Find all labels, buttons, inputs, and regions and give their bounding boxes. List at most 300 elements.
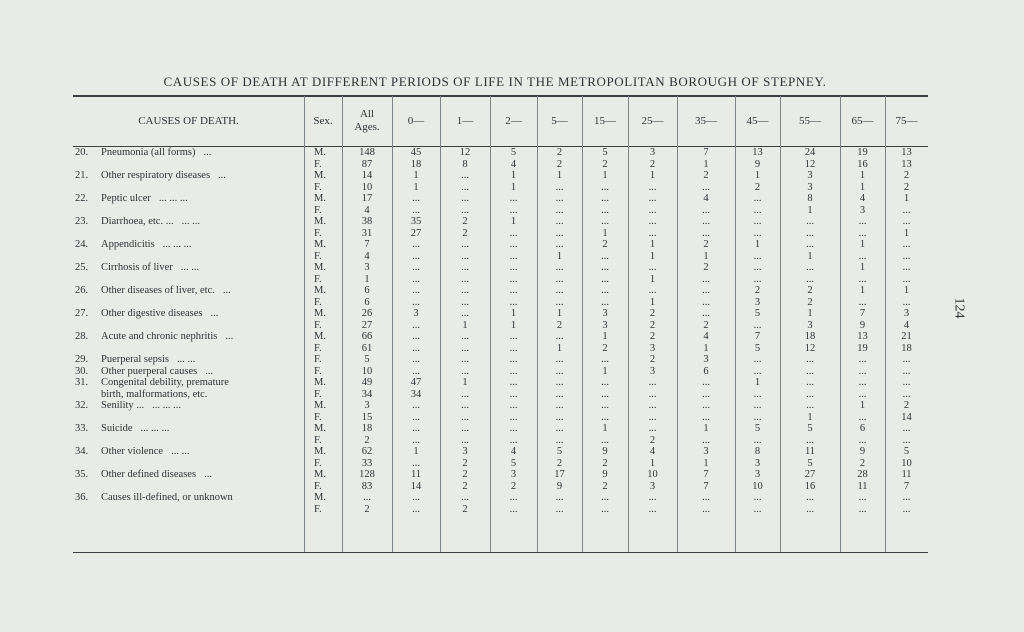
value-cell: ...: [412, 331, 420, 342]
value-cell: ...: [648, 388, 657, 400]
value-cell: ...: [753, 227, 762, 239]
table-row: [73, 274, 928, 286]
table-row: [73, 262, 928, 274]
value-cell: ...: [601, 273, 609, 285]
column-header: 45—: [746, 114, 769, 127]
value-cell: 128: [359, 469, 375, 480]
table-row: [73, 458, 928, 470]
value-cell: ...: [902, 296, 911, 308]
table-row: [73, 182, 928, 194]
value-cell: ...: [509, 354, 518, 365]
value-cell: 10: [752, 480, 763, 492]
value-cell: ...: [509, 331, 518, 342]
value-cell: ...: [806, 365, 814, 377]
cause-label: [75, 193, 285, 205]
cause-name: Senility ...: [101, 400, 145, 411]
value-cell: 1: [462, 319, 468, 331]
value-cell: ...: [753, 193, 762, 204]
value-cell: ...: [601, 411, 609, 423]
value-cell: ...: [412, 273, 420, 285]
value-cell: 13: [857, 331, 868, 342]
value-cell: 2: [602, 158, 608, 170]
value-cell: 10: [647, 469, 658, 480]
value-cell: 47: [410, 377, 422, 388]
value-cell: ...: [702, 388, 710, 400]
value-cell: ...: [648, 193, 657, 204]
cause-label: [75, 446, 285, 458]
column-header: 75—: [895, 114, 918, 127]
value-cell: 3: [649, 365, 656, 377]
value-cell: 2: [649, 158, 656, 170]
value-cell: ...: [461, 492, 469, 503]
leader-dots: ... ... ...: [162, 239, 192, 250]
value-cell: 1: [413, 170, 419, 181]
value-cell: ...: [461, 365, 469, 377]
value-cell: 1: [462, 377, 468, 388]
table-row: [73, 354, 928, 366]
value-cell: ...: [753, 365, 762, 377]
cause-label: [75, 354, 285, 366]
value-cell: ...: [555, 204, 564, 216]
value-cell: 1: [602, 423, 608, 434]
value-cell: 1: [859, 262, 866, 273]
value-cell: ...: [702, 492, 710, 503]
value-cell: ...: [702, 285, 710, 296]
value-cell: 2: [807, 296, 813, 308]
value-cell: 4: [703, 193, 709, 204]
value-cell: ...: [858, 354, 867, 365]
cause-label: [75, 170, 285, 182]
value-cell: 9: [754, 158, 761, 170]
cause-name: Other digestive diseases: [101, 308, 203, 319]
value-cell: 3: [364, 262, 370, 273]
value-cell: 2: [462, 457, 468, 469]
value-cell: 12: [804, 158, 816, 170]
value-cell: 2: [462, 216, 468, 227]
leader-dots: ... ...: [181, 216, 200, 227]
value-cell: ...: [702, 296, 710, 308]
value-cell: ...: [412, 400, 420, 411]
bottom-rule: [73, 552, 928, 553]
value-cell: ...: [902, 216, 911, 227]
value-cell: 2: [649, 319, 656, 331]
value-cell: ...: [461, 388, 469, 400]
value-cell: ...: [461, 331, 469, 342]
cause-label: [75, 308, 285, 320]
value-cell: 1: [807, 308, 813, 319]
value-cell: 66: [361, 331, 373, 342]
value-cell: ...: [753, 388, 762, 400]
cause-name: Acute and chronic nephritis: [101, 331, 218, 342]
value-cell: ...: [858, 377, 867, 388]
value-cell: 15: [361, 411, 373, 423]
value-cell: 2: [903, 400, 910, 411]
value-cell: 1: [754, 239, 761, 250]
value-cell: 2: [462, 469, 468, 480]
value-cell: 1: [703, 250, 709, 262]
cause-name: Congenital debility, premature: [101, 377, 229, 388]
value-cell: ...: [412, 365, 420, 377]
value-cell: ...: [858, 296, 867, 308]
value-cell: 11: [804, 446, 816, 457]
value-cell: ...: [902, 262, 911, 273]
leader-dots: ...: [225, 331, 234, 342]
value-cell: ...: [555, 492, 564, 503]
sex-cell: M.: [314, 285, 326, 296]
value-cell: ...: [702, 204, 710, 216]
table-row: [73, 320, 928, 332]
value-cell: ...: [412, 434, 420, 446]
value-cell: 2: [556, 319, 563, 331]
value-cell: ...: [806, 400, 814, 411]
value-cell: ...: [461, 308, 469, 319]
value-cell: 4: [649, 446, 656, 457]
column-header: 35—: [695, 114, 717, 127]
value-cell: 3: [649, 342, 656, 354]
table-row: [73, 147, 928, 159]
leader-dots: ...: [222, 285, 231, 296]
value-cell: 4: [364, 204, 370, 216]
value-cell: ...: [461, 170, 469, 181]
value-cell: 14: [361, 170, 373, 181]
value-cell: 4: [510, 446, 517, 457]
value-cell: ...: [648, 227, 657, 239]
value-cell: 2: [703, 319, 709, 331]
sex-cell: F.: [314, 365, 322, 377]
value-cell: ...: [902, 503, 911, 515]
value-cell: ...: [648, 216, 657, 227]
sex-cell: M.: [314, 423, 326, 434]
value-cell: ...: [509, 365, 518, 377]
value-cell: 17: [361, 193, 373, 204]
cause-label: [75, 262, 285, 274]
value-cell: 3: [903, 308, 910, 319]
value-cell: ...: [461, 193, 469, 204]
value-cell: ...: [555, 216, 564, 227]
value-cell: 34: [361, 388, 373, 400]
value-cell: 61: [361, 342, 373, 354]
value-cell: ...: [702, 181, 710, 193]
leader-dots: ...: [203, 147, 212, 158]
value-cell: 27: [804, 469, 816, 480]
value-cell: 1: [807, 411, 813, 423]
value-cell: 1: [649, 239, 656, 250]
value-cell: ...: [555, 239, 564, 250]
value-cell: 7: [703, 147, 709, 158]
value-cell: ...: [509, 250, 518, 262]
column-header: 25—: [641, 114, 664, 127]
cause-name: Puerperal sepsis: [101, 354, 169, 365]
sex-cell: F.: [314, 250, 322, 262]
table-row: [73, 423, 928, 435]
sex-cell: M.: [314, 469, 326, 480]
leader-dots: ... ...: [176, 354, 196, 365]
value-cell: 5: [364, 354, 370, 365]
value-cell: ...: [555, 227, 564, 239]
sex-cell: F.: [314, 319, 322, 331]
sex-cell: M.: [314, 492, 326, 503]
value-cell: ...: [509, 273, 518, 285]
value-cell: 2: [807, 285, 813, 296]
value-cell: 16: [804, 480, 816, 492]
value-cell: 7: [364, 239, 370, 250]
value-cell: 13: [752, 147, 763, 158]
value-cell: 1: [703, 342, 709, 354]
value-cell: ...: [601, 388, 609, 400]
sex-cell: F.: [314, 181, 322, 193]
value-cell: ...: [601, 400, 609, 411]
value-cell: ...: [601, 503, 609, 515]
value-cell: 1: [510, 216, 517, 227]
sex-cell: F.: [314, 342, 322, 354]
cause-number: 34.: [75, 446, 89, 457]
value-cell: 8: [462, 158, 468, 170]
value-cell: ...: [601, 434, 609, 446]
value-cell: 6: [859, 423, 866, 434]
cause-number: 22.: [75, 193, 89, 204]
value-cell: ...: [461, 400, 469, 411]
value-cell: ...: [555, 296, 564, 308]
value-cell: 2: [462, 480, 468, 492]
value-cell: ...: [902, 239, 911, 250]
sex-cell: M.: [314, 216, 326, 227]
value-cell: 2: [556, 147, 563, 158]
value-cell: ...: [902, 377, 911, 388]
table-row: [73, 400, 928, 412]
value-cell: ...: [461, 262, 469, 273]
value-cell: 1: [807, 250, 813, 262]
cause-number: 21.: [75, 170, 89, 181]
value-cell: ...: [648, 492, 657, 503]
value-cell: ...: [509, 193, 518, 204]
value-cell: ...: [509, 227, 518, 239]
value-cell: ...: [648, 181, 657, 193]
value-cell: 3: [602, 319, 608, 331]
column-header: 55—: [799, 114, 821, 127]
value-cell: ...: [461, 423, 469, 434]
table-row: [73, 331, 928, 343]
value-cell: ...: [555, 388, 564, 400]
value-cell: ...: [753, 354, 762, 365]
cause-label: [75, 377, 285, 389]
table-row: [73, 297, 928, 309]
cause-label: [75, 239, 285, 251]
leader-dots: ...: [204, 469, 212, 480]
table-row: [73, 159, 928, 171]
table-row: [73, 205, 928, 217]
value-cell: ...: [648, 423, 657, 434]
table-row: [73, 366, 928, 378]
value-cell: ...: [412, 354, 420, 365]
value-cell: 13: [901, 158, 912, 170]
cause-name: Causes ill-defined, or unknown: [101, 492, 233, 503]
value-cell: ...: [412, 319, 420, 331]
value-cell: ...: [412, 250, 420, 262]
value-cell: 2: [602, 342, 608, 354]
value-cell: ...: [753, 503, 762, 515]
value-cell: ...: [806, 354, 814, 365]
value-cell: ...: [702, 400, 710, 411]
value-cell: ...: [753, 400, 762, 411]
table-row: [73, 193, 928, 205]
table-row: [73, 251, 928, 263]
table-row: [73, 308, 928, 320]
value-cell: ...: [753, 319, 762, 331]
value-cell: 5: [754, 308, 761, 319]
value-cell: 7: [903, 480, 910, 492]
value-cell: 6: [364, 296, 370, 308]
leader-dots: ... ... ...: [158, 193, 188, 204]
value-cell: ...: [753, 273, 762, 285]
value-cell: ...: [555, 331, 564, 342]
value-cell: ...: [858, 411, 867, 423]
value-cell: 3: [413, 308, 419, 319]
value-cell: 1: [703, 457, 709, 469]
sex-cell: M.: [314, 147, 326, 158]
value-cell: ...: [555, 193, 564, 204]
cause-name: Cirrhosis of liver: [101, 262, 173, 273]
leader-dots: ... ...: [171, 446, 190, 457]
value-cell: ...: [555, 503, 564, 515]
value-cell: ...: [902, 204, 911, 216]
value-cell: 1: [859, 181, 866, 193]
value-cell: ...: [902, 492, 911, 503]
value-cell: 2: [903, 170, 910, 181]
value-cell: 5: [754, 423, 761, 434]
cause-label: [75, 389, 311, 401]
value-cell: ...: [902, 434, 911, 446]
value-cell: ...: [753, 411, 762, 423]
value-cell: 3: [462, 446, 468, 457]
value-cell: 1: [510, 319, 517, 331]
table-row: [73, 481, 928, 493]
value-cell: 7: [754, 331, 761, 342]
value-cell: ...: [702, 411, 710, 423]
value-cell: 27: [410, 227, 422, 239]
value-cell: ...: [902, 423, 911, 434]
value-cell: ...: [806, 492, 814, 503]
value-cell: ...: [702, 273, 710, 285]
sex-cell: M.: [314, 239, 326, 250]
cause-number: 27.: [75, 308, 89, 319]
cause-name: Other diseases of liver, etc.: [101, 285, 215, 296]
value-cell: ...: [555, 273, 564, 285]
value-cell: 6: [364, 285, 370, 296]
table-row: [73, 285, 928, 297]
value-cell: ...: [858, 227, 867, 239]
value-cell: ...: [555, 285, 564, 296]
value-cell: ...: [753, 492, 762, 503]
value-cell: 26: [361, 308, 373, 319]
value-cell: 18: [361, 423, 373, 434]
value-cell: 34: [410, 388, 422, 400]
value-cell: 1: [903, 193, 910, 204]
value-cell: 5: [807, 423, 813, 434]
value-cell: 2: [556, 158, 563, 170]
value-cell: 5: [807, 457, 813, 469]
table-row: [73, 492, 928, 504]
sex-cell: F.: [314, 204, 322, 216]
value-cell: 2: [556, 457, 563, 469]
cause-number: 24.: [75, 239, 89, 250]
value-cell: 1: [556, 342, 563, 354]
value-cell: 18: [410, 158, 422, 170]
value-cell: 1: [903, 227, 910, 239]
value-cell: ...: [461, 285, 469, 296]
value-cell: 5: [754, 342, 761, 354]
sex-cell: M.: [314, 170, 326, 181]
value-cell: 3: [754, 296, 761, 308]
value-cell: 1: [556, 250, 563, 262]
sex-cell: M.: [314, 446, 326, 457]
table-body: [73, 147, 928, 515]
value-cell: ...: [858, 365, 867, 377]
cause-number: 20.: [75, 147, 89, 158]
table-row: [73, 469, 928, 481]
value-cell: ...: [601, 181, 609, 193]
value-cell: 1: [649, 296, 656, 308]
value-cell: 3: [754, 457, 761, 469]
sex-cell: F.: [314, 480, 322, 492]
value-cell: ...: [412, 342, 420, 354]
value-cell: 9: [859, 319, 866, 331]
value-cell: 2: [462, 227, 468, 239]
sex-cell: F.: [314, 227, 322, 239]
value-cell: ...: [648, 400, 657, 411]
value-cell: 1: [649, 457, 656, 469]
value-cell: 2: [703, 239, 709, 250]
value-cell: 14: [410, 480, 422, 492]
value-cell: 17: [554, 469, 565, 480]
value-cell: ...: [363, 492, 371, 503]
table-row: [73, 343, 928, 355]
value-cell: 2: [649, 354, 656, 365]
value-cell: 1: [602, 365, 608, 377]
cause-label: [75, 331, 285, 343]
cause-name: Other respiratory diseases: [101, 170, 211, 181]
column-header: Sex.: [313, 114, 333, 127]
column-header: 0—: [407, 114, 425, 127]
value-cell: ...: [555, 377, 564, 388]
column-header: 5—: [551, 114, 568, 127]
value-cell: 3: [859, 204, 866, 216]
sex-cell: M.: [314, 193, 326, 204]
cause-number: 33.: [75, 423, 89, 434]
value-cell: ...: [753, 434, 762, 446]
table-row: [73, 228, 928, 240]
table-row: [73, 239, 928, 251]
value-cell: 27: [361, 319, 373, 331]
value-cell: ...: [412, 285, 420, 296]
value-cell: 1: [703, 423, 709, 434]
value-cell: ...: [806, 503, 814, 515]
value-cell: 2: [462, 503, 468, 515]
value-cell: 10: [361, 181, 373, 193]
value-cell: ...: [858, 250, 867, 262]
value-cell: ...: [509, 296, 518, 308]
value-cell: 4: [703, 331, 709, 342]
value-cell: ...: [555, 181, 564, 193]
value-cell: ...: [509, 503, 518, 515]
value-cell: ...: [858, 216, 867, 227]
value-cell: ...: [509, 411, 518, 423]
value-cell: ...: [509, 388, 518, 400]
value-cell: 1: [703, 158, 709, 170]
value-cell: 1: [510, 308, 517, 319]
sex-cell: F.: [314, 434, 322, 446]
value-cell: 83: [361, 480, 373, 492]
value-cell: ...: [806, 262, 814, 273]
